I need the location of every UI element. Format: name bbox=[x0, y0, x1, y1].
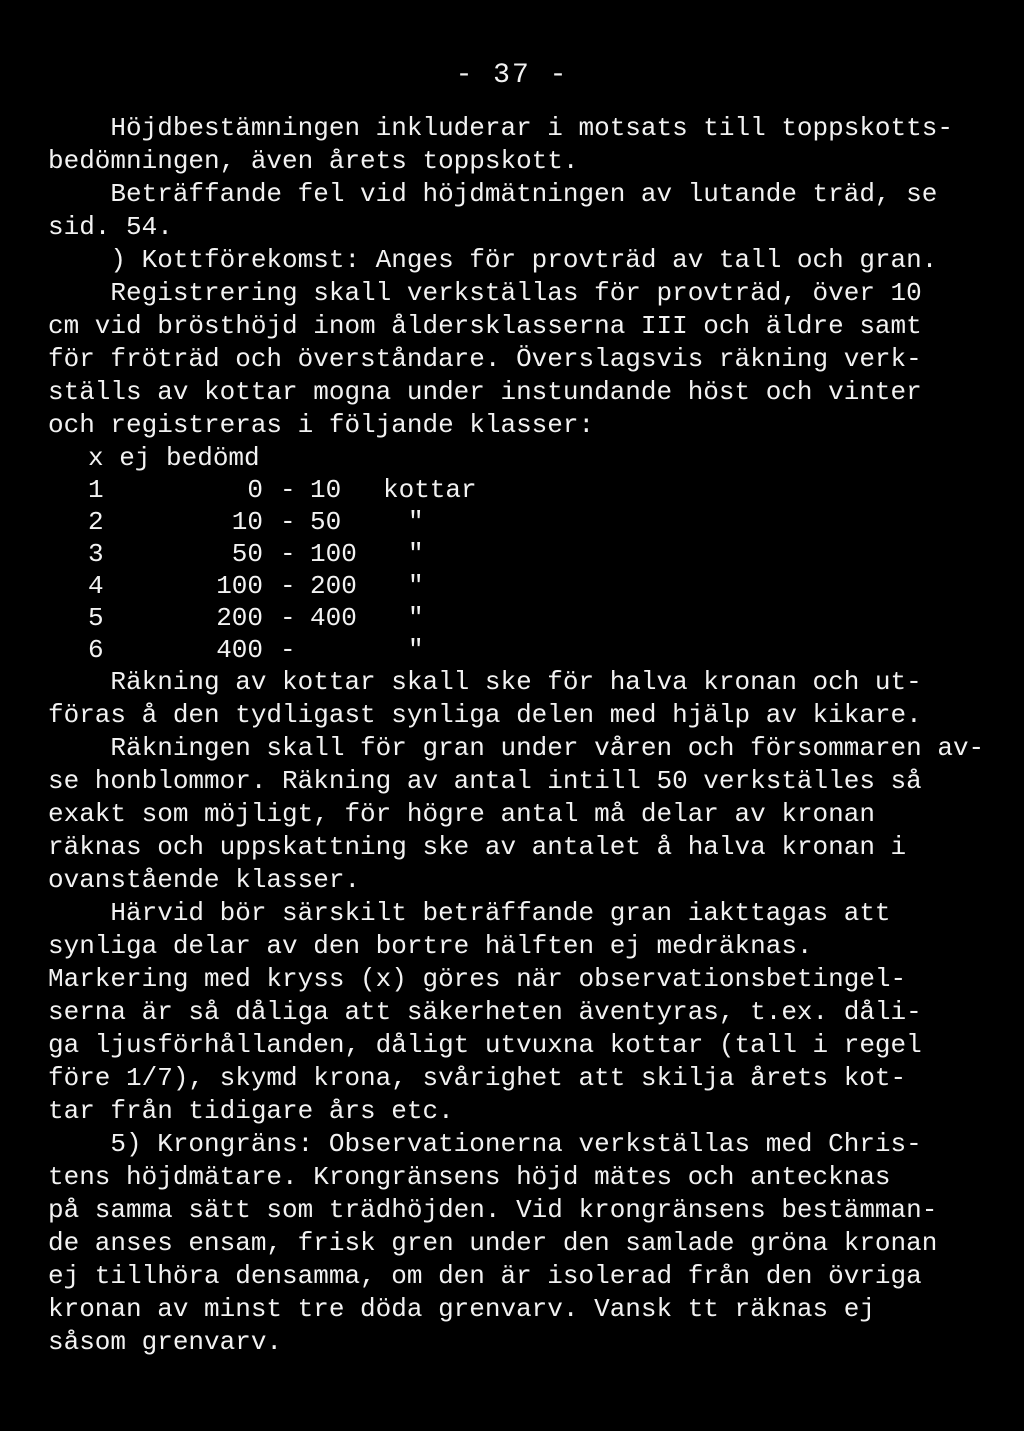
class-row-1 bbox=[48, 474, 988, 506]
class-range-from: 10 bbox=[231, 507, 263, 537]
class-range-from: 0 bbox=[247, 475, 263, 505]
page-number: - 37 - bbox=[455, 60, 569, 91]
text-line: ställs av kottar mogna under instundande höst och vinter bbox=[48, 377, 922, 407]
text-line: se honblommor. Räkning av antal intill 50 verkställes så bbox=[48, 766, 922, 796]
text-line: och registreras i följande klasser: bbox=[48, 410, 595, 440]
class-range-from: 400 bbox=[216, 635, 263, 665]
class-range-dash: - bbox=[280, 507, 296, 537]
class-range-dash: - bbox=[280, 539, 296, 569]
text-line: kronan av minst tre döda grenvarv. Vansk tt räknas ej bbox=[48, 1294, 875, 1324]
text-line: räknas och uppskattning ske av antalet å halva kronan i bbox=[48, 832, 907, 862]
text-line: serna är så dåliga att säkerheten äventyras, t.ex. dåli- bbox=[48, 997, 922, 1027]
class-row-4 bbox=[48, 570, 988, 602]
class-header-label: x ej bedömd bbox=[88, 443, 260, 473]
class-code: 4 bbox=[88, 571, 104, 601]
text-line: ) Kottförekomst: Anges för provträd av tall och gran. bbox=[48, 245, 938, 275]
text-line: Härvid bör särskilt beträffande gran iakttagas att bbox=[48, 898, 891, 928]
text-line: Höjdbestämningen inkluderar i motsats till toppskotts- bbox=[48, 113, 953, 143]
text-line: Räkningen skall för gran under våren och försommaren av- bbox=[48, 733, 985, 763]
text-line: synliga delar av den bortre hälften ej medräknas. bbox=[48, 931, 813, 961]
text-line: de anses ensam, frisk gren under den samlade gröna kronan bbox=[48, 1228, 938, 1258]
class-unit-ditto: " bbox=[408, 571, 424, 601]
text-line: cm vid brösthöjd inom åldersklasserna III och äldre samt bbox=[48, 311, 922, 341]
class-code: 3 bbox=[88, 539, 104, 569]
class-range-dash: - bbox=[280, 603, 296, 633]
class-unit-ditto: " bbox=[408, 603, 424, 633]
text-line: föras å den tydligast synliga delen med hjälp av kikare. bbox=[48, 700, 922, 730]
text-line: Räkning av kottar skall ske för halva kronan och ut- bbox=[48, 667, 922, 697]
class-row-5 bbox=[48, 602, 988, 634]
class-row-2 bbox=[48, 506, 988, 538]
class-unit-ditto: " bbox=[408, 635, 424, 665]
body-text bbox=[48, 112, 988, 1359]
class-range-to: 50 bbox=[310, 507, 342, 537]
class-unit-ditto: " bbox=[408, 539, 424, 569]
text-line: tens höjdmätare. Krongränsens höjd mätes och antecknas bbox=[48, 1162, 891, 1192]
class-row-3 bbox=[48, 538, 988, 570]
text-line: på samma sätt som trädhöjden. Vid krongränsens bestämman- bbox=[48, 1195, 938, 1225]
class-code: 5 bbox=[88, 603, 104, 633]
class-range-to: 200 bbox=[310, 571, 357, 601]
text-line: ovanstående klasser. bbox=[48, 865, 361, 895]
text-line: exakt som möjligt, för högre antal må delar av kronan bbox=[48, 799, 875, 829]
text-line: för fröträd och överståndare. Överslagsvis räkning verk- bbox=[48, 344, 922, 374]
class-header bbox=[48, 442, 988, 474]
text-line: Registrering skall verkställas för provträd, över 10 bbox=[48, 278, 922, 308]
class-range-to: 10 bbox=[310, 475, 342, 505]
text-line: Markering med kryss (x) göres när observationsbetingel- bbox=[48, 964, 907, 994]
class-range-to: 100 bbox=[310, 539, 357, 569]
text-line: tar från tidigare års etc. bbox=[48, 1096, 454, 1126]
text-line: Beträffande fel vid höjdmätningen av lutande träd, se bbox=[48, 179, 938, 209]
class-code: 1 bbox=[88, 475, 104, 505]
class-range-to: 400 bbox=[310, 603, 357, 633]
class-range-dash: - bbox=[280, 571, 296, 601]
text-line: såsom grenvarv. bbox=[48, 1327, 283, 1357]
class-unit-ditto: " bbox=[408, 507, 424, 537]
class-row-6 bbox=[48, 634, 988, 666]
class-code: 6 bbox=[88, 635, 104, 665]
text-line: 5) Krongräns: Observationerna verkställas med Chris- bbox=[48, 1129, 922, 1159]
class-range-dash: - bbox=[280, 635, 296, 665]
class-range-dash: - bbox=[280, 475, 296, 505]
text-line: ej tillhöra densamma, om den är isolerad från den övriga bbox=[48, 1261, 922, 1291]
text-line: före 1/7), skymd krona, svårighet att skilja årets kot- bbox=[48, 1063, 907, 1093]
text-line: bedömningen, även årets toppskott. bbox=[48, 146, 579, 176]
text-line: sid. 54. bbox=[48, 212, 173, 242]
class-unit: kottar bbox=[383, 475, 477, 505]
class-range-from: 200 bbox=[216, 603, 263, 633]
text-line: ga ljusförhållanden, dåligt utvuxna kottar (tall i regel bbox=[48, 1030, 922, 1060]
class-code: 2 bbox=[88, 507, 104, 537]
class-range-from: 100 bbox=[216, 571, 263, 601]
class-range-from: 50 bbox=[231, 539, 263, 569]
